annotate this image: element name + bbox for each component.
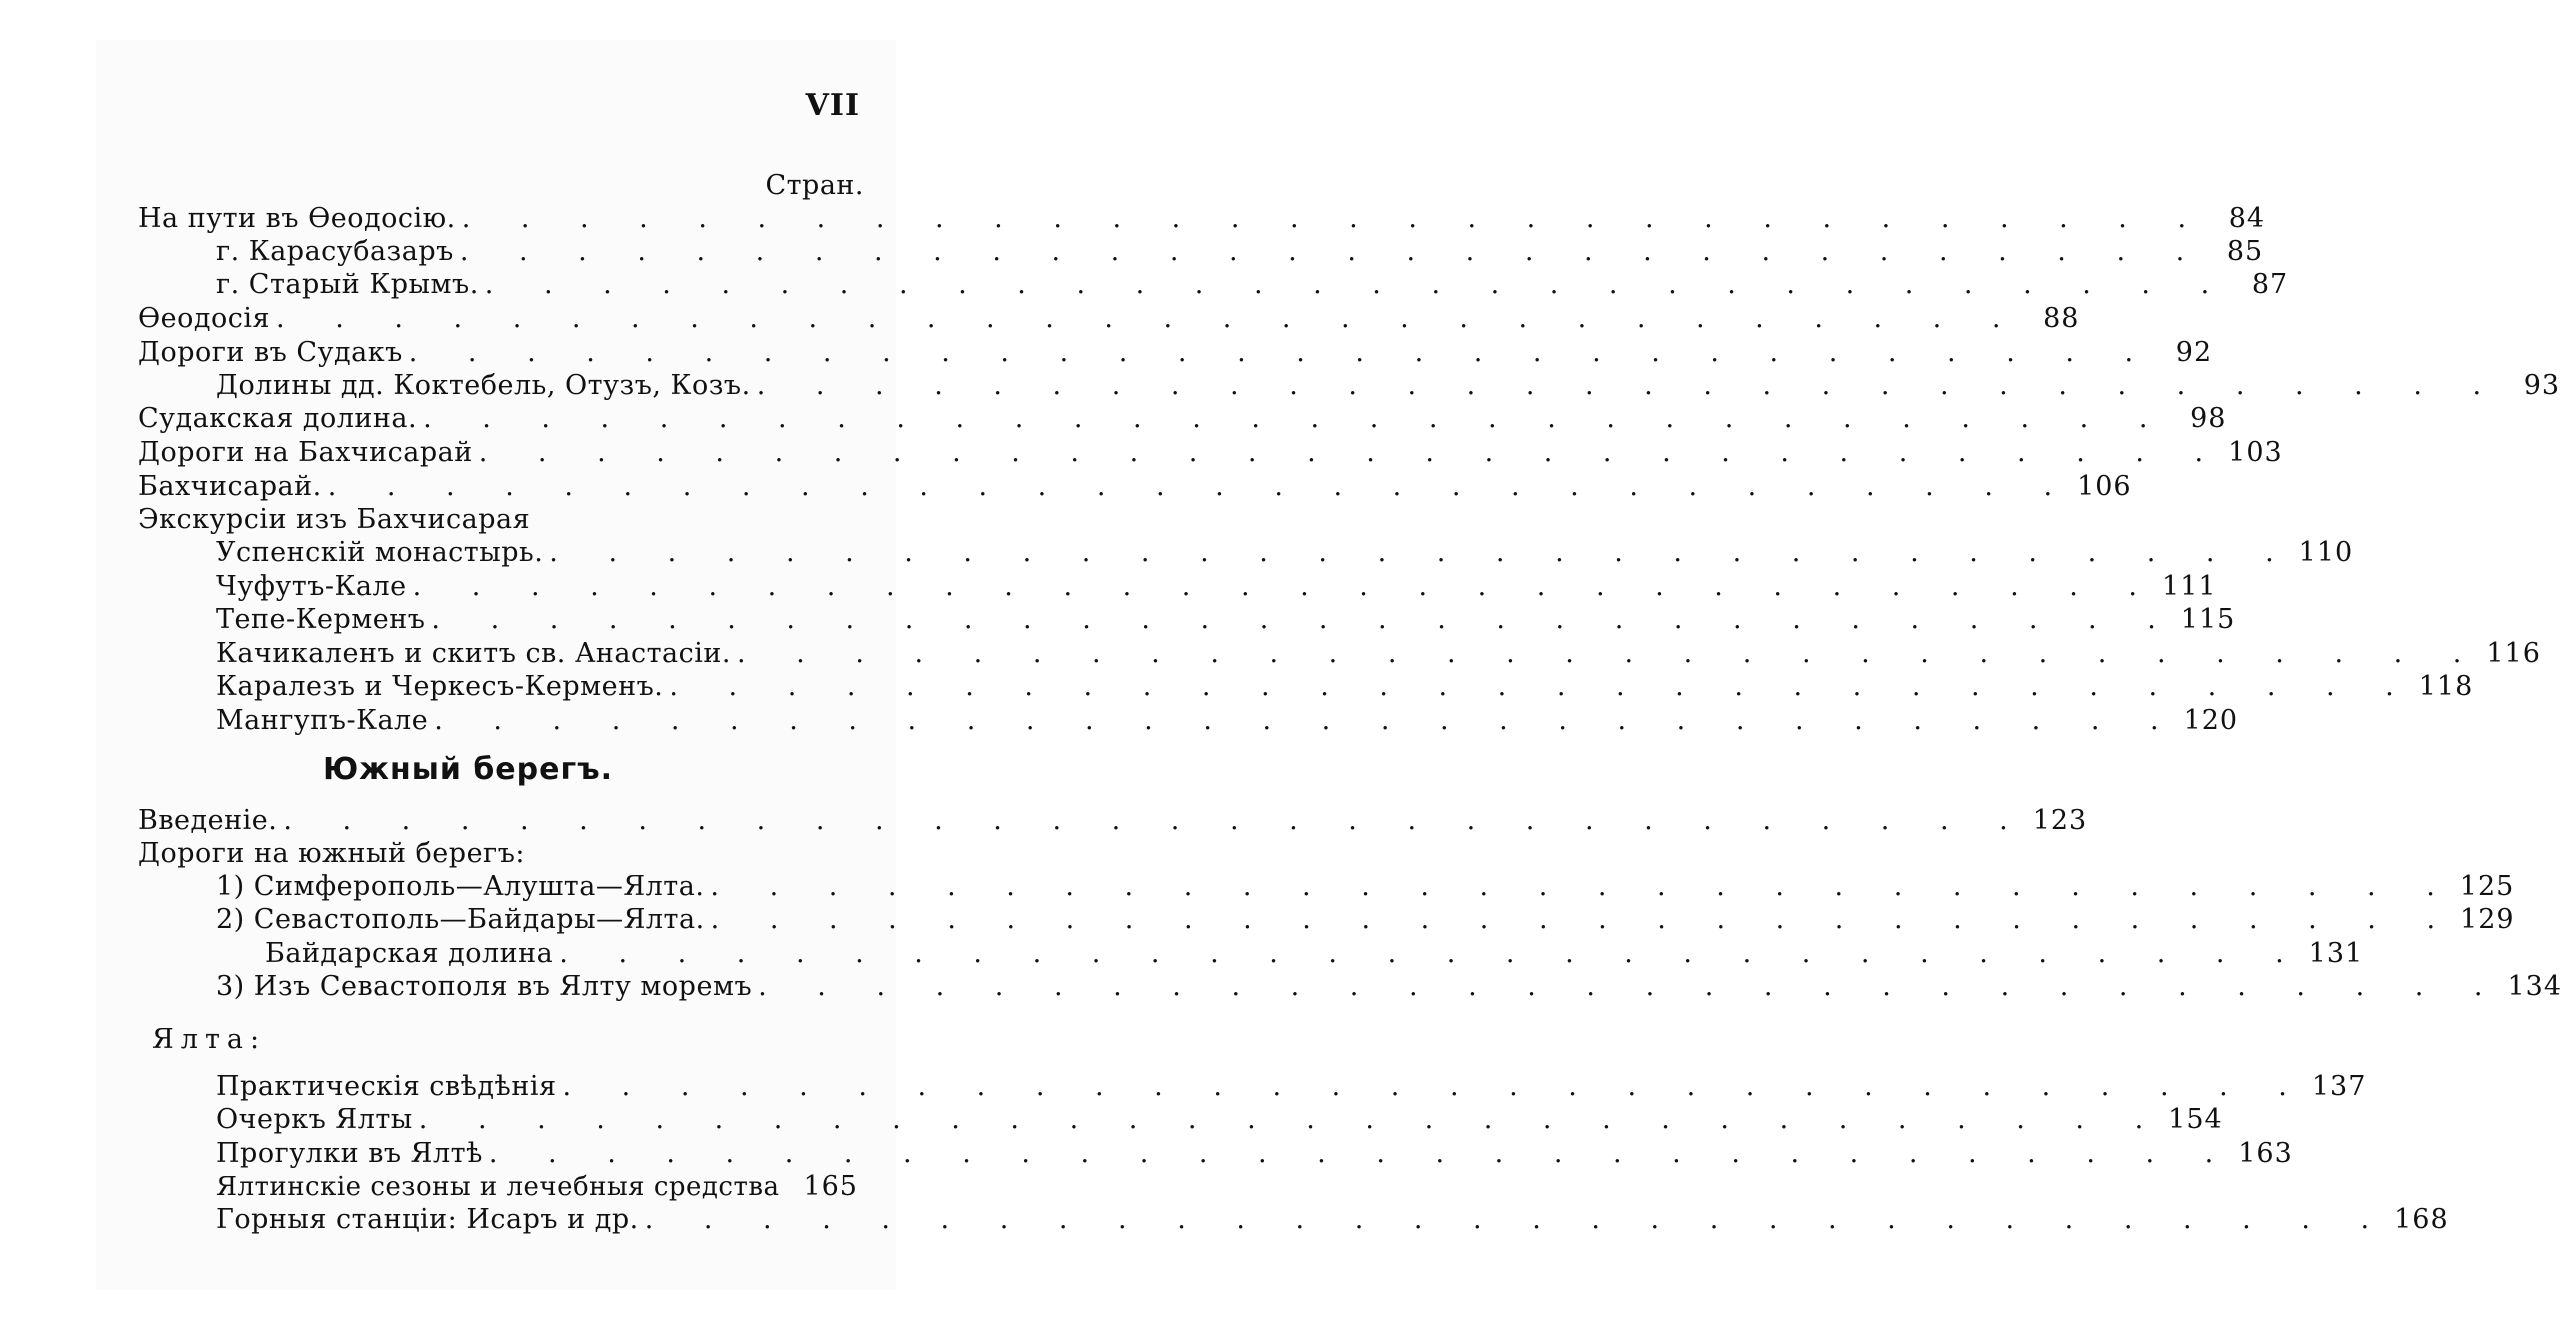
- toc-entry-page: 123: [2032, 805, 2088, 836]
- yalta-heading: Ялта:: [152, 1024, 267, 1055]
- toc-entry: [216, 637, 2541, 670]
- dot-leader: . . . . . . . . . . . . . . . . . . . . . . . . . . . . . .: [408, 337, 2155, 368]
- dot-leader: . . . . . . . . . . . . . . . . . . . . . . . . . . . . . .: [431, 604, 2177, 635]
- toc-entry-page: 106: [2077, 471, 2132, 502]
- toc-entry-title: Прогулки въ Ялтѣ: [216, 1138, 483, 1169]
- page-column-label: Стран.: [765, 170, 864, 201]
- toc-entry-page: 168: [2394, 1204, 2449, 1235]
- toc-entry-title: Практическія свѣдѣнія: [216, 1071, 557, 1102]
- dot-leader: . . . . . . . . . . . . . . . . . . . . . . . . . . . . . .: [710, 871, 2456, 902]
- dot-leader: . . . . . . . . . . . . . . . . . . . . . . . . . . . . . .: [559, 938, 2305, 969]
- toc-entry: [216, 1137, 2293, 1170]
- toc-entry: [216, 369, 2561, 402]
- toc-entry-page: 163: [2238, 1138, 2293, 1169]
- toc-entry-title: Судакская долина.: [138, 403, 418, 434]
- dot-leader: . . . . . . . . . . . . . . . . . . . . . . . . . . . . . .: [459, 236, 2206, 267]
- toc-entry: [138, 436, 2283, 469]
- toc-entry-page: 85: [2226, 236, 2264, 267]
- toc-entry-title: Дороги на Бахчисарай: [138, 437, 473, 468]
- toc-entry: [138, 470, 2132, 503]
- toc-entry-title: Тепе-Керменъ: [216, 604, 426, 635]
- toc-entry-page: 88: [2043, 303, 2080, 334]
- toc-entry-title: Долины дд. Коктебель, Отузъ, Козъ.: [216, 370, 751, 401]
- toc-entry-page: 116: [2486, 638, 2541, 669]
- toc-entry-title: Очеркъ Ялты: [216, 1104, 413, 1135]
- toc-entry: [138, 336, 2213, 369]
- toc-entry: [138, 202, 2266, 235]
- toc-entry: [216, 1170, 858, 1203]
- dot-leader: . . . . . . . . . . . . . . . . . . . . . . . . . . . . . .: [418, 1104, 2165, 1135]
- toc-entry: [216, 970, 2562, 1003]
- toc-entry-page: 111: [2162, 571, 2217, 602]
- toc-entry-title: Бахчисарай.: [138, 471, 322, 502]
- toc-entry-title: Успенскій монастырь.: [216, 537, 544, 568]
- toc-entry: [138, 302, 2080, 335]
- toc-entry: [216, 903, 2515, 936]
- toc-entry-page: 110: [2298, 537, 2354, 568]
- page-number: VII: [805, 88, 860, 123]
- toc-entry-page: 125: [2459, 871, 2515, 902]
- toc-entry-title: 3) Изъ Севастополя въ Ялту моремъ: [216, 971, 753, 1002]
- toc-entry-title: На пути въ Өеодосію.: [138, 203, 456, 234]
- toc-entry-page: 103: [2228, 437, 2283, 468]
- toc-entry-page: 115: [2180, 604, 2236, 635]
- toc-entry-page: 129: [2460, 904, 2515, 935]
- dot-leader: . . . . . . . . . . . . . . . . . . . . . . . . . . . . . .: [412, 571, 2159, 602]
- toc-entry-page: 137: [2311, 1071, 2367, 1102]
- dot-leader: . . . . . . . . . . . . . . . . . . . . . . . . . . . . . .: [644, 1204, 2391, 1235]
- toc-entry-title: Качикаленъ и скитъ св. Анастасіи.: [216, 638, 731, 669]
- toc-entry-title: Ялтинскіе сезоны и лечебныя средства: [216, 1172, 780, 1202]
- toc-entry-title: 2) Севастополь—Байдары—Ялта.: [216, 904, 705, 935]
- toc-entry-page: 87: [2251, 269, 2289, 300]
- dot-leader: . . . . . . . . . . . . . . . . . . . . . . . . . . . . . .: [423, 403, 2169, 434]
- toc-group-heading: [138, 503, 858, 536]
- toc-entry: [265, 937, 2364, 970]
- toc-entry-title: Байдарская долина: [265, 938, 554, 969]
- toc-entry: [216, 235, 2264, 268]
- toc-entry: [216, 1203, 2449, 1236]
- toc-entry-page: 165: [803, 1171, 858, 1202]
- toc-entry: [216, 536, 2354, 569]
- toc-entry: [216, 1103, 2223, 1136]
- toc-entry-title: г. Карасубазаръ: [216, 236, 454, 267]
- dot-leader: . . . . . . . . . . . . . . . . . . . . . . . . . . . . . .: [283, 805, 2029, 836]
- toc-entry: [216, 704, 2239, 737]
- toc-entry-page: 154: [2168, 1104, 2223, 1135]
- toc-entry: [138, 804, 2088, 837]
- dot-leader: . . . . . . . . . . . . . . . . . . . . . . . . . . . . . .: [478, 437, 2225, 468]
- toc-entry: [138, 402, 2227, 435]
- section-title: Южный берегъ.: [322, 752, 614, 787]
- toc-entry-page: 98: [2190, 403, 2227, 434]
- toc-entry: [216, 570, 2217, 603]
- toc-entry: [216, 268, 2289, 301]
- toc-entry: [216, 670, 2474, 703]
- dot-leader: . . . . . . . . . . . . . . . . . . . . . . . . . . . . . .: [488, 1138, 2235, 1169]
- dot-leader: . . . . . . . . . . . . . . . . . . . . . . . . . . . . . .: [327, 471, 2074, 502]
- toc-group-heading: [138, 837, 858, 870]
- toc-entry-page: 93: [2523, 370, 2561, 401]
- dot-leader: . . . . . . . . . . . . . . . . . . . . . . . . . . . . . .: [710, 904, 2457, 935]
- dot-leader: . . . . . . . . . . . . . . . . . . . . . . . . . . . . . .: [276, 303, 2022, 334]
- toc-entry-page: 118: [2418, 671, 2474, 702]
- toc-entry-title: Мангупъ-Кале: [216, 705, 429, 736]
- toc-entry-title: Горныя станціи: Исаръ и др.: [216, 1204, 639, 1235]
- toc-entry-title: Экскурсіи изъ Бахчисарая: [138, 504, 531, 535]
- dot-leader: . . . . . . . . . . . . . . . . . . . . . . . . . . . . . .: [669, 671, 2415, 702]
- toc-entry: [216, 603, 2236, 636]
- toc-entry: [216, 870, 2515, 903]
- toc-entry-page: 120: [2183, 705, 2239, 736]
- dot-leader: . . . . . . . . . . . . . . . . . . . . . . . . . . . . . .: [461, 203, 2208, 234]
- dot-leader: . . . . . . . . . . . . . . . . . . . . . . . . . . . . . .: [758, 971, 2504, 1002]
- toc-entry-title: Каралезъ и Черкесъ-Керменъ.: [216, 671, 664, 702]
- dot-leader: . . . . . . . . . . . . . . . . . . . . . . . . . . . . . .: [549, 537, 2295, 568]
- dot-leader: . . . . . . . . . . . . . . . . . . . . . . . . . . . . . .: [434, 705, 2180, 736]
- toc-entry-page: 131: [2308, 938, 2364, 969]
- dot-leader: . . . . . . . . . . . . . . . . . . . . . . . . . . . . . .: [756, 370, 2503, 401]
- toc-entry-title: Өеодосія: [138, 303, 271, 334]
- toc-entry-title: Чуфутъ-Кале: [216, 571, 407, 602]
- toc-entry-page: 84: [2228, 203, 2266, 234]
- toc-entry: [216, 1070, 2367, 1103]
- dot-leader: . . . . . . . . . . . . . . . . . . . . . . . . . . . . . .: [737, 638, 2483, 669]
- dot-leader: . . . . . . . . . . . . . . . . . . . . . . . . . . . . . .: [484, 269, 2231, 300]
- toc-entry-title: Дороги въ Судакъ: [138, 337, 403, 368]
- toc-entry-page: 92: [2175, 337, 2213, 368]
- toc-entry-title: 1) Симферополь—Алушта—Ялта.: [216, 871, 705, 902]
- toc-entry-title: Введеніе.: [138, 805, 278, 836]
- toc-entry-title: Дороги на южный берегъ:: [138, 838, 525, 869]
- toc-entry-title: г. Старый Крымъ.: [216, 269, 479, 300]
- dot-leader: . . . . . . . . . . . . . . . . . . . . . . . . . . . . . .: [562, 1071, 2308, 1102]
- toc-entry-page: 134: [2507, 971, 2562, 1002]
